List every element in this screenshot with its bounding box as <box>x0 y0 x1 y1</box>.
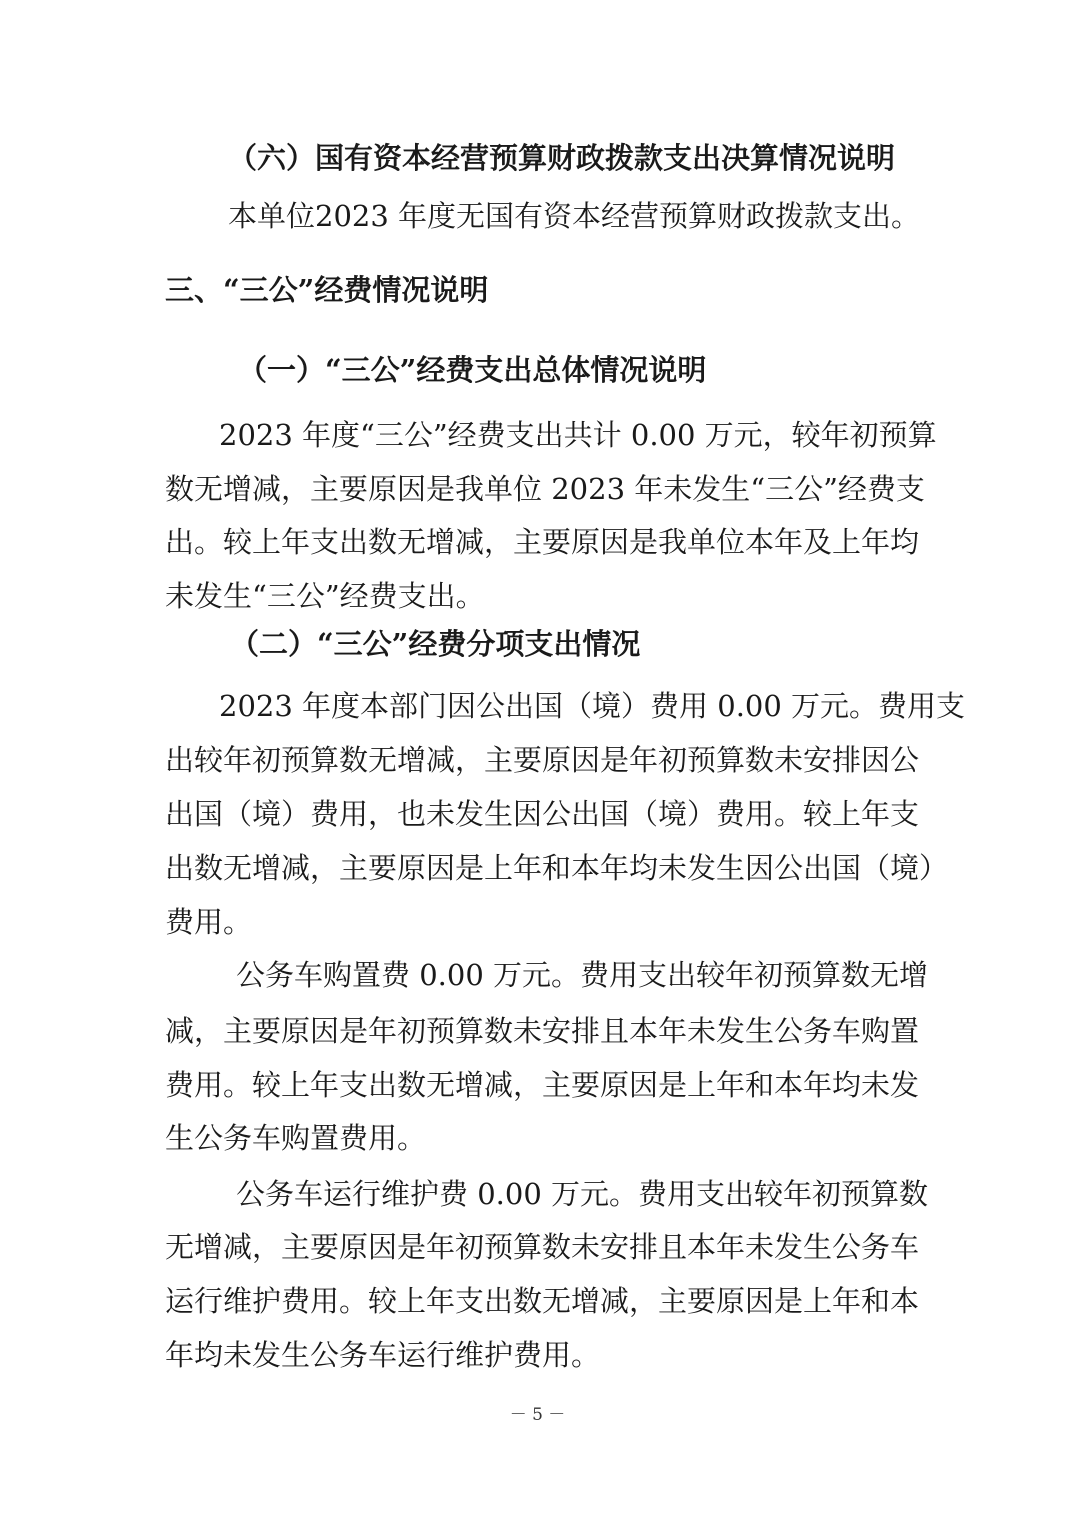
paragraph-line: 未发生“三公”经费支出。 <box>165 579 485 613</box>
subsection-heading-1: （一）“三公”经费支出总体情况说明 <box>238 353 707 387</box>
paragraph-line: 出较年初预算数无增减，主要原因是年初预算数未安排因公 <box>165 743 920 777</box>
paragraph-line: 费用。较上年支出数无增减，主要原因是上年和本年均未发 <box>165 1068 920 1102</box>
paragraph-line: 出。较上年支出数无增减，主要原因是我单位本年及上年均 <box>165 525 920 559</box>
paragraph-line: 公务车购置费 0.00 万元。费用支出较年初预算数无增 <box>236 958 929 992</box>
paragraph-line: 出数无增减，主要原因是上年和本年均未发生因公出国（境） <box>165 851 949 885</box>
paragraph-line: 生公务车购置费用。 <box>165 1121 427 1155</box>
paragraph-line: 无增减，主要原因是年初预算数未安排且本年未发生公务车 <box>165 1230 920 1264</box>
paragraph-line: 数无增减，主要原因是我单位 2023 年未发生“三公”经费支 <box>165 472 925 506</box>
paragraph-line: 本单位2023 年度无国有资本经营预算财政拨款支出。 <box>228 199 921 233</box>
page-number: － 5 － <box>509 1405 566 1425</box>
subsection-heading-2: （二）“三公”经费分项支出情况 <box>230 627 641 661</box>
paragraph-line: 减，主要原因是年初预算数未安排且本年未发生公务车购置 <box>165 1014 920 1048</box>
paragraph-line: 运行维护费用。较上年支出数无增减，主要原因是上年和本 <box>165 1284 920 1318</box>
paragraph-line: 出国（境）费用，也未发生因公出国（境）费用。较上年支 <box>165 797 920 831</box>
section-heading-6: （六）国有资本经营预算财政拨款支出决算情况说明 <box>228 141 896 175</box>
paragraph-line: 2023 年度本部门因公出国（境）费用 0.00 万元。费用支 <box>219 689 966 723</box>
paragraph-line: 公务车运行维护费 0.00 万元。费用支出较年初预算数 <box>236 1177 929 1211</box>
paragraph-line: 2023 年度“三公”经费支出共计 0.00 万元，较年初预算 <box>219 418 937 452</box>
section-heading-3: 三、“三公”经费情况说明 <box>165 273 489 307</box>
paragraph-line: 年均未发生公务车运行维护费用。 <box>165 1338 601 1372</box>
paragraph-line: 费用。 <box>165 905 253 939</box>
